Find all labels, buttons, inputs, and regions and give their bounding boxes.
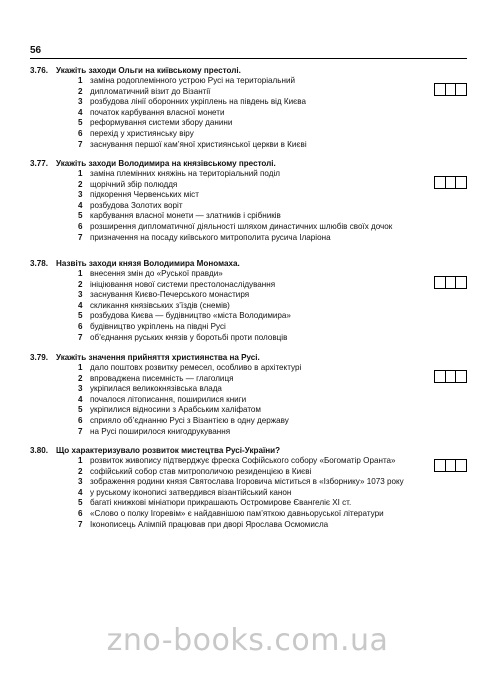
- option-text: розширення дипломатичної діяльності шляхом династичних шлюбів своїх дочок: [90, 221, 393, 231]
- option-text: внесення змін до «Руської правди»: [90, 269, 223, 278]
- option-number: 4: [78, 107, 83, 117]
- option-number: 2: [78, 373, 83, 383]
- option-text: скликання князівських з’їздів (снемів): [90, 300, 230, 310]
- option-text: впроваджена писемність — глаголиця: [90, 373, 234, 383]
- answer-option: [30, 87, 467, 98]
- answer-cell[interactable]: [435, 460, 446, 471]
- answer-cell[interactable]: [446, 84, 457, 95]
- answer-option: [30, 190, 467, 201]
- option-number: 7: [78, 139, 83, 149]
- answer-option: [30, 180, 467, 191]
- answer-cell[interactable]: [456, 84, 466, 95]
- answer-option: [30, 477, 467, 488]
- question-heading: [30, 158, 467, 169]
- option-number: 2: [78, 179, 83, 189]
- option-number: 6: [78, 508, 83, 518]
- option-number: 4: [78, 487, 83, 497]
- answer-box[interactable]: [434, 83, 467, 96]
- answer-box[interactable]: [434, 370, 467, 383]
- option-number: 5: [78, 118, 83, 128]
- question-block: [30, 352, 467, 437]
- answer-cell[interactable]: [435, 371, 446, 382]
- answer-option: [30, 467, 467, 478]
- answer-option: [30, 169, 467, 180]
- answer-box[interactable]: [434, 459, 467, 472]
- option-text: зображення родини князя Святослава Ігоровича міститься в «Ізборнику» 1073 року: [90, 477, 404, 487]
- question-heading: [30, 352, 467, 363]
- option-number: 6: [78, 128, 83, 138]
- answer-option: [30, 405, 467, 416]
- answer-cell[interactable]: [435, 177, 446, 188]
- watermark: zno-books.com.ua: [106, 623, 389, 658]
- option-text: почалося літописання, поширилися книги: [90, 394, 247, 404]
- question-heading: [30, 65, 467, 76]
- option-number: 1: [78, 269, 83, 278]
- answer-option: [30, 333, 467, 344]
- option-text: призначення на посаду київського митрополита русича Іларіона: [90, 232, 331, 242]
- answer-option: [30, 456, 467, 467]
- option-text: дало поштовх розвитку ремесел, особливо в архітектурі: [90, 363, 302, 372]
- answer-option: [30, 97, 467, 108]
- page-number: 56: [30, 45, 42, 56]
- option-text: реформування системи збору данини: [90, 118, 233, 128]
- answer-option: [30, 384, 467, 395]
- option-number: 2: [78, 86, 83, 96]
- option-number: 7: [78, 332, 83, 342]
- answer-option: [30, 201, 467, 212]
- question-block: [30, 65, 467, 150]
- option-text: укріпилася великокнязівська влада: [90, 384, 222, 394]
- question-text: Укажіть значення прийняття християнства на Русі.: [56, 353, 260, 362]
- answer-option: [30, 233, 467, 244]
- option-number: 5: [78, 211, 83, 221]
- answer-cell[interactable]: [446, 177, 457, 188]
- option-text: розвиток живопису підтверджує фреска Софійського собору «Богоматір Оранта»: [90, 456, 396, 465]
- option-text: сприяло об’єднанню Русі з Візантією в одну державу: [90, 415, 289, 425]
- option-number: 3: [78, 477, 83, 487]
- option-number: 3: [78, 384, 83, 394]
- answer-option: [30, 222, 467, 233]
- option-text: софійський собор став митрополичою резиденцією в Києві: [90, 466, 312, 476]
- option-text: дипломатичний візит до Візантії: [90, 86, 211, 96]
- question-text: Що характеризувало розвиток мистецтва Русі-України?: [56, 446, 281, 455]
- option-number: 5: [78, 498, 83, 508]
- answer-cell[interactable]: [456, 277, 466, 288]
- answer-cell[interactable]: [456, 177, 466, 188]
- question-block: [30, 258, 467, 343]
- answer-option: [30, 301, 467, 312]
- answer-option: [30, 427, 467, 438]
- option-number: 1: [78, 169, 83, 178]
- option-text: у руському іконописі затвердився візантійський канон: [90, 487, 292, 497]
- answer-cell[interactable]: [446, 277, 457, 288]
- option-text: перехід у християнську віру: [90, 128, 194, 138]
- option-text: ініціювання нової системи престолонаслідування: [90, 279, 276, 289]
- option-text: Іконописець Алімпій працював при дворі Ярослава Осмомисла: [90, 519, 329, 529]
- question-number: 3.76.: [30, 66, 49, 75]
- answer-cell[interactable]: [435, 84, 446, 95]
- question-text: Укажіть заходи Ольги на київському престолі.: [56, 66, 241, 75]
- answer-option: [30, 520, 467, 531]
- answer-box[interactable]: [434, 176, 467, 189]
- question-number: 3.80.: [30, 446, 49, 455]
- option-text: підкорення Червенських міст: [90, 190, 199, 200]
- option-number: 1: [78, 76, 83, 85]
- option-text: заміна родоплемінного устрою Русі на територіальний: [90, 76, 295, 85]
- option-number: 2: [78, 279, 83, 289]
- option-text: об’єднання руських князів у боротьбі проти половців: [90, 332, 288, 342]
- option-text: заснування Києво-Печерського монастиря: [90, 290, 250, 300]
- answer-option: [30, 211, 467, 222]
- option-number: 1: [78, 456, 83, 465]
- answer-option: [30, 488, 467, 499]
- option-number: 7: [78, 426, 83, 436]
- answer-option: [30, 76, 467, 87]
- answer-option: [30, 322, 467, 333]
- answer-cell[interactable]: [456, 460, 466, 471]
- option-text: багаті книжкові мініатюри прикрашають Остромирове Євангеліє XI ст.: [90, 498, 352, 508]
- question-number: 3.78.: [30, 259, 49, 268]
- answer-option: [30, 280, 467, 291]
- option-number: 5: [78, 311, 83, 321]
- option-number: 7: [78, 519, 83, 529]
- option-number: 4: [78, 300, 83, 310]
- option-text: заснування першої кам’яної християнської церкви в Києві: [90, 139, 307, 149]
- answer-option: [30, 311, 467, 322]
- answer-option: [30, 416, 467, 427]
- option-number: 3: [78, 290, 83, 300]
- answer-option: [30, 498, 467, 509]
- option-text: укріпилися відносини з Арабським халіфатом: [90, 405, 261, 415]
- answer-option: [30, 129, 467, 140]
- answer-option: [30, 395, 467, 406]
- answer-option: [30, 363, 467, 374]
- answer-option: [30, 374, 467, 385]
- answer-cell[interactable]: [435, 277, 446, 288]
- question-block: [30, 445, 467, 530]
- option-text: розбудова Києва — будівництво «міста Володимира»: [90, 311, 291, 321]
- question-block: [30, 158, 467, 243]
- option-number: 1: [78, 363, 83, 372]
- answer-option: [30, 269, 467, 280]
- option-number: 7: [78, 232, 83, 242]
- question-text: Назвіть заходи князя Володимира Мономаха.: [56, 259, 240, 268]
- answer-option: [30, 140, 467, 151]
- option-number: 3: [78, 97, 83, 107]
- option-number: 6: [78, 221, 83, 231]
- option-number: 5: [78, 405, 83, 415]
- question-heading: [30, 258, 467, 269]
- option-number: 4: [78, 200, 83, 210]
- answer-cell[interactable]: [446, 460, 457, 471]
- option-text: початок карбування власної монети: [90, 107, 225, 117]
- option-text: розбудова Золотих воріт: [90, 200, 183, 210]
- question-number: 3.77.: [30, 159, 49, 168]
- option-number: 2: [78, 466, 83, 476]
- answer-option: [30, 108, 467, 119]
- answer-cell[interactable]: [446, 371, 457, 382]
- answer-option: [30, 290, 467, 301]
- option-text: розбудова лінії оборонних укріплень на південь від Києва: [90, 97, 306, 107]
- option-text: будівництво укріплень на півдні Русі: [90, 321, 226, 331]
- option-text: щорічний збір полюддя: [90, 179, 178, 189]
- option-number: 4: [78, 394, 83, 404]
- header-rule: [30, 58, 467, 59]
- answer-option: [30, 118, 467, 129]
- answer-cell[interactable]: [456, 371, 466, 382]
- option-number: 6: [78, 321, 83, 331]
- question-number: 3.79.: [30, 353, 49, 362]
- option-text: карбування власної монети — златників і срібників: [90, 211, 281, 221]
- option-text: заміна племінних княжінь на територіальний поділ: [90, 169, 280, 178]
- option-text: «Слово о полку Ігоревім» є найдавнішою пам’яткою давньоруської літератури: [90, 508, 384, 518]
- question-text: Укажіть заходи Володимира на князівському престолі.: [56, 159, 276, 168]
- question-heading: [30, 445, 467, 456]
- answer-box[interactable]: [434, 276, 467, 289]
- answer-option: [30, 509, 467, 520]
- option-number: 3: [78, 190, 83, 200]
- option-text: на Русі поширилося книгодрукування: [90, 426, 231, 436]
- option-number: 6: [78, 415, 83, 425]
